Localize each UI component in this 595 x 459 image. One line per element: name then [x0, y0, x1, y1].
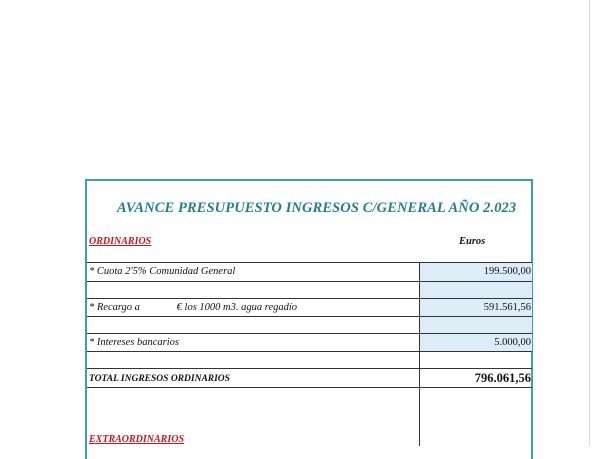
page-edge	[589, 0, 590, 446]
section-heading-extraordinarios: EXTRAORDINARIOS	[89, 434, 185, 445]
table-rule	[87, 298, 532, 299]
section-heading-ordinarios: ORDINARIOS	[89, 236, 152, 247]
row-amount-intereses: 5.000,00	[494, 337, 531, 348]
table-rule	[87, 387, 532, 388]
total-label: TOTAL INGRESOS ORDINARIOS	[89, 374, 230, 384]
column-divider	[419, 262, 420, 446]
row-label-intereses: * Intereses bancarios	[89, 337, 180, 348]
row-amount-cuota: 199.500,00	[483, 266, 531, 277]
row-label-recargo: * Recargo a € los 1000 m3. agua regadío	[89, 302, 298, 313]
row-amount-recargo: 591.561,56	[483, 302, 531, 313]
page-title: AVANCE PRESUPUESTO INGRESOS C/GENERAL AÑO 2.023	[117, 200, 517, 216]
column-header-euros: Euros	[459, 236, 486, 247]
row-label-cuota: * Cuota 2'5% Comunidad General	[89, 266, 236, 277]
table-rule	[87, 351, 532, 352]
table-rule	[87, 262, 532, 263]
table-rule	[87, 333, 532, 334]
table-rule	[87, 281, 532, 282]
table-rule	[87, 368, 532, 369]
table-rule	[87, 316, 532, 317]
total-amount: 796.061,56	[474, 371, 531, 385]
